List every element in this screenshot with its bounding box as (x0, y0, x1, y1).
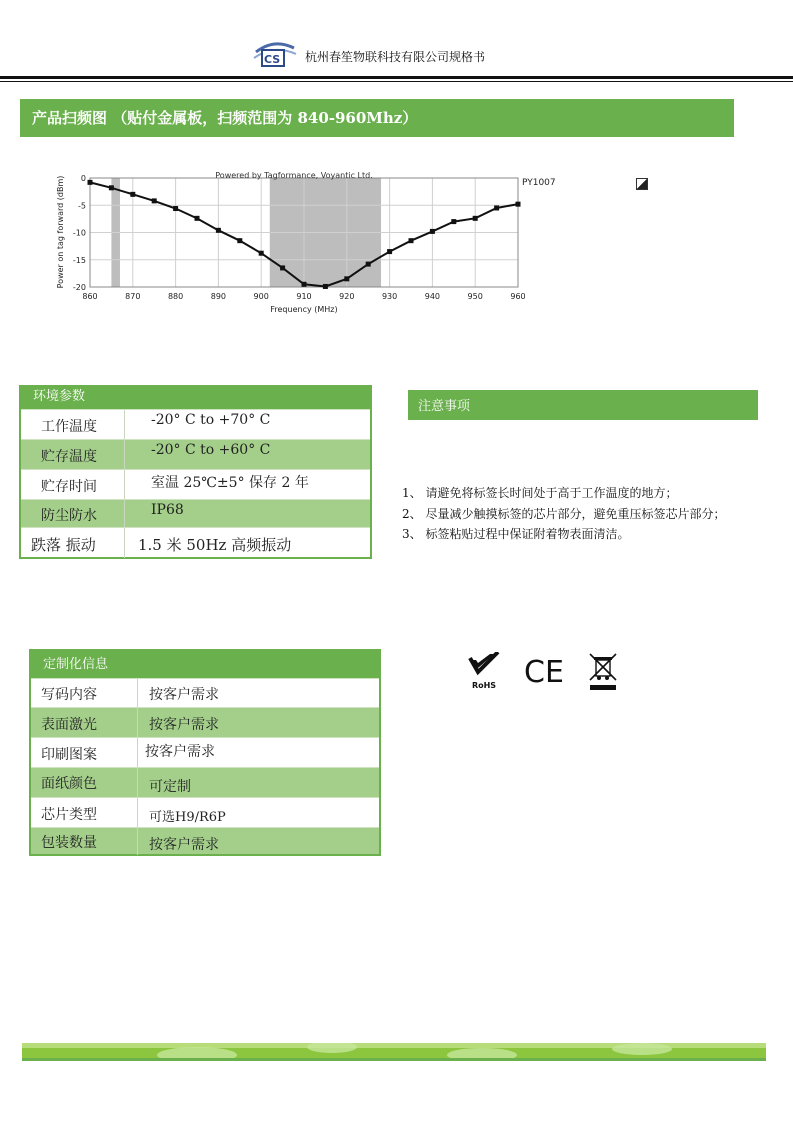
data-point (259, 251, 264, 256)
data-point (280, 265, 285, 270)
notes-title: 注意事项 (418, 399, 471, 414)
data-point (323, 284, 328, 289)
y-tick-label: 0 (80, 174, 86, 183)
x-tick-label: 920 (339, 292, 355, 301)
y-tick-label: -10 (72, 228, 86, 238)
data-point (473, 216, 478, 221)
data-point (344, 276, 349, 281)
frequency-scan-chart (50, 165, 540, 325)
data-point (366, 262, 371, 267)
rohs-icon (470, 652, 498, 690)
table-row (31, 707, 379, 737)
table-row (31, 678, 379, 707)
custom-value: 可定制 (149, 779, 191, 795)
custom-label: 印刷图案 (41, 747, 97, 763)
env-table-title: 环境参数 (21, 387, 370, 409)
data-point (302, 282, 307, 287)
header-rule (0, 76, 793, 79)
x-tick-label: 860 (82, 292, 98, 301)
env-value: IP68 (151, 502, 184, 518)
data-point (494, 205, 499, 210)
x-tick-label: 900 (253, 292, 269, 301)
data-point (430, 229, 435, 234)
data-point (451, 219, 456, 224)
data-point (237, 238, 242, 243)
data-point (195, 216, 200, 221)
weee-bin-icon (590, 654, 616, 690)
x-tick-label: 870 (125, 292, 141, 301)
company-name: 杭州春笙物联科技有限公司规格书 (305, 50, 486, 64)
env-table (19, 385, 372, 559)
table-row (31, 737, 379, 767)
env-label: 防尘防水 (41, 508, 97, 524)
notes-banner (408, 390, 758, 420)
footer-decoration (22, 1043, 766, 1061)
table-row (21, 409, 370, 439)
y-axis-label: Power on tag forward (dBm) (56, 175, 65, 289)
env-value: -20° C to +70° C (151, 412, 271, 428)
data-point (130, 192, 135, 197)
x-tick-label: 940 (424, 292, 441, 301)
table-row (21, 527, 370, 557)
env-label: 贮存时间 (41, 479, 97, 495)
table-row (31, 767, 379, 797)
custom-value: 按客户需求 (149, 717, 219, 733)
data-point (173, 206, 178, 211)
custom-table-title: 定制化信息 (31, 651, 379, 678)
ce-icon (524, 655, 564, 690)
x-tick-label: 930 (381, 292, 398, 301)
table-row (31, 797, 379, 827)
env-label: 贮存温度 (41, 449, 97, 465)
scan-section-banner (20, 99, 734, 137)
data-point (109, 185, 114, 190)
table-row (21, 499, 370, 527)
custom-value: 可选H9/R6P (149, 810, 226, 825)
svg-text:CE: CE (524, 655, 564, 690)
y-tick-label: -5 (78, 201, 86, 211)
custom-table (29, 649, 381, 856)
y-tick-label: -15 (72, 255, 86, 265)
x-axis-label: Frequency (MHz) (270, 305, 338, 314)
table-row (21, 439, 370, 469)
svg-text:CS: CS (264, 53, 281, 66)
y-tick-label: -20 (72, 283, 86, 292)
data-point (88, 180, 93, 185)
env-value: 1.5 米 50Hz 高频振动 (138, 536, 292, 554)
chart-legend-series: PY1007 (522, 178, 556, 188)
data-point (516, 202, 521, 207)
x-tick-label: 960 (510, 292, 526, 301)
table-row (21, 469, 370, 499)
custom-label: 包装数量 (41, 835, 97, 851)
legend-toggle-icon[interactable] (636, 178, 648, 190)
env-value: -20° C to +60° C (151, 442, 271, 458)
note-item: 1、 请避免将标签长时间处于高于工作温度的地方； (402, 486, 678, 500)
svg-text:RoHS: RoHS (471, 681, 497, 690)
custom-label: 表面激光 (41, 717, 97, 733)
custom-label: 写码内容 (41, 687, 97, 703)
company-logo-icon (250, 38, 298, 72)
custom-value: 按客户需求 (149, 837, 219, 853)
env-label: 工作温度 (41, 419, 97, 435)
env-label: 跌落 振动 (31, 536, 96, 554)
chart-title: Powered by Tagformance, Voyantic Ltd. (215, 171, 373, 180)
custom-label: 芯片类型 (41, 807, 97, 823)
header-rule-thin (0, 81, 793, 82)
data-point (152, 198, 157, 203)
x-tick-label: 890 (210, 292, 227, 301)
x-tick-label: 950 (467, 292, 483, 301)
certification-icons (468, 652, 628, 696)
note-item: 2、 尽量减少触摸标签的芯片部分，避免重压标签芯片部分； (402, 507, 726, 521)
env-value: 室温 25℃±5° 保存 2 年 (151, 475, 309, 491)
note-item: 3、 标签粘贴过程中保证附着物表面清洁。 (402, 527, 630, 541)
x-tick-label: 910 (296, 292, 312, 301)
x-tick-label: 880 (167, 292, 184, 301)
data-point (409, 238, 414, 243)
data-point (216, 228, 221, 233)
custom-value: 按客户需求 (145, 744, 215, 760)
custom-value: 按客户需求 (149, 687, 219, 703)
table-row (31, 827, 379, 854)
scan-section-title: 产品扫频图 （贴付金属板，扫频范围为 840-960Mhz） (32, 109, 418, 127)
data-point (387, 249, 392, 254)
custom-label: 面纸颜色 (41, 776, 97, 792)
